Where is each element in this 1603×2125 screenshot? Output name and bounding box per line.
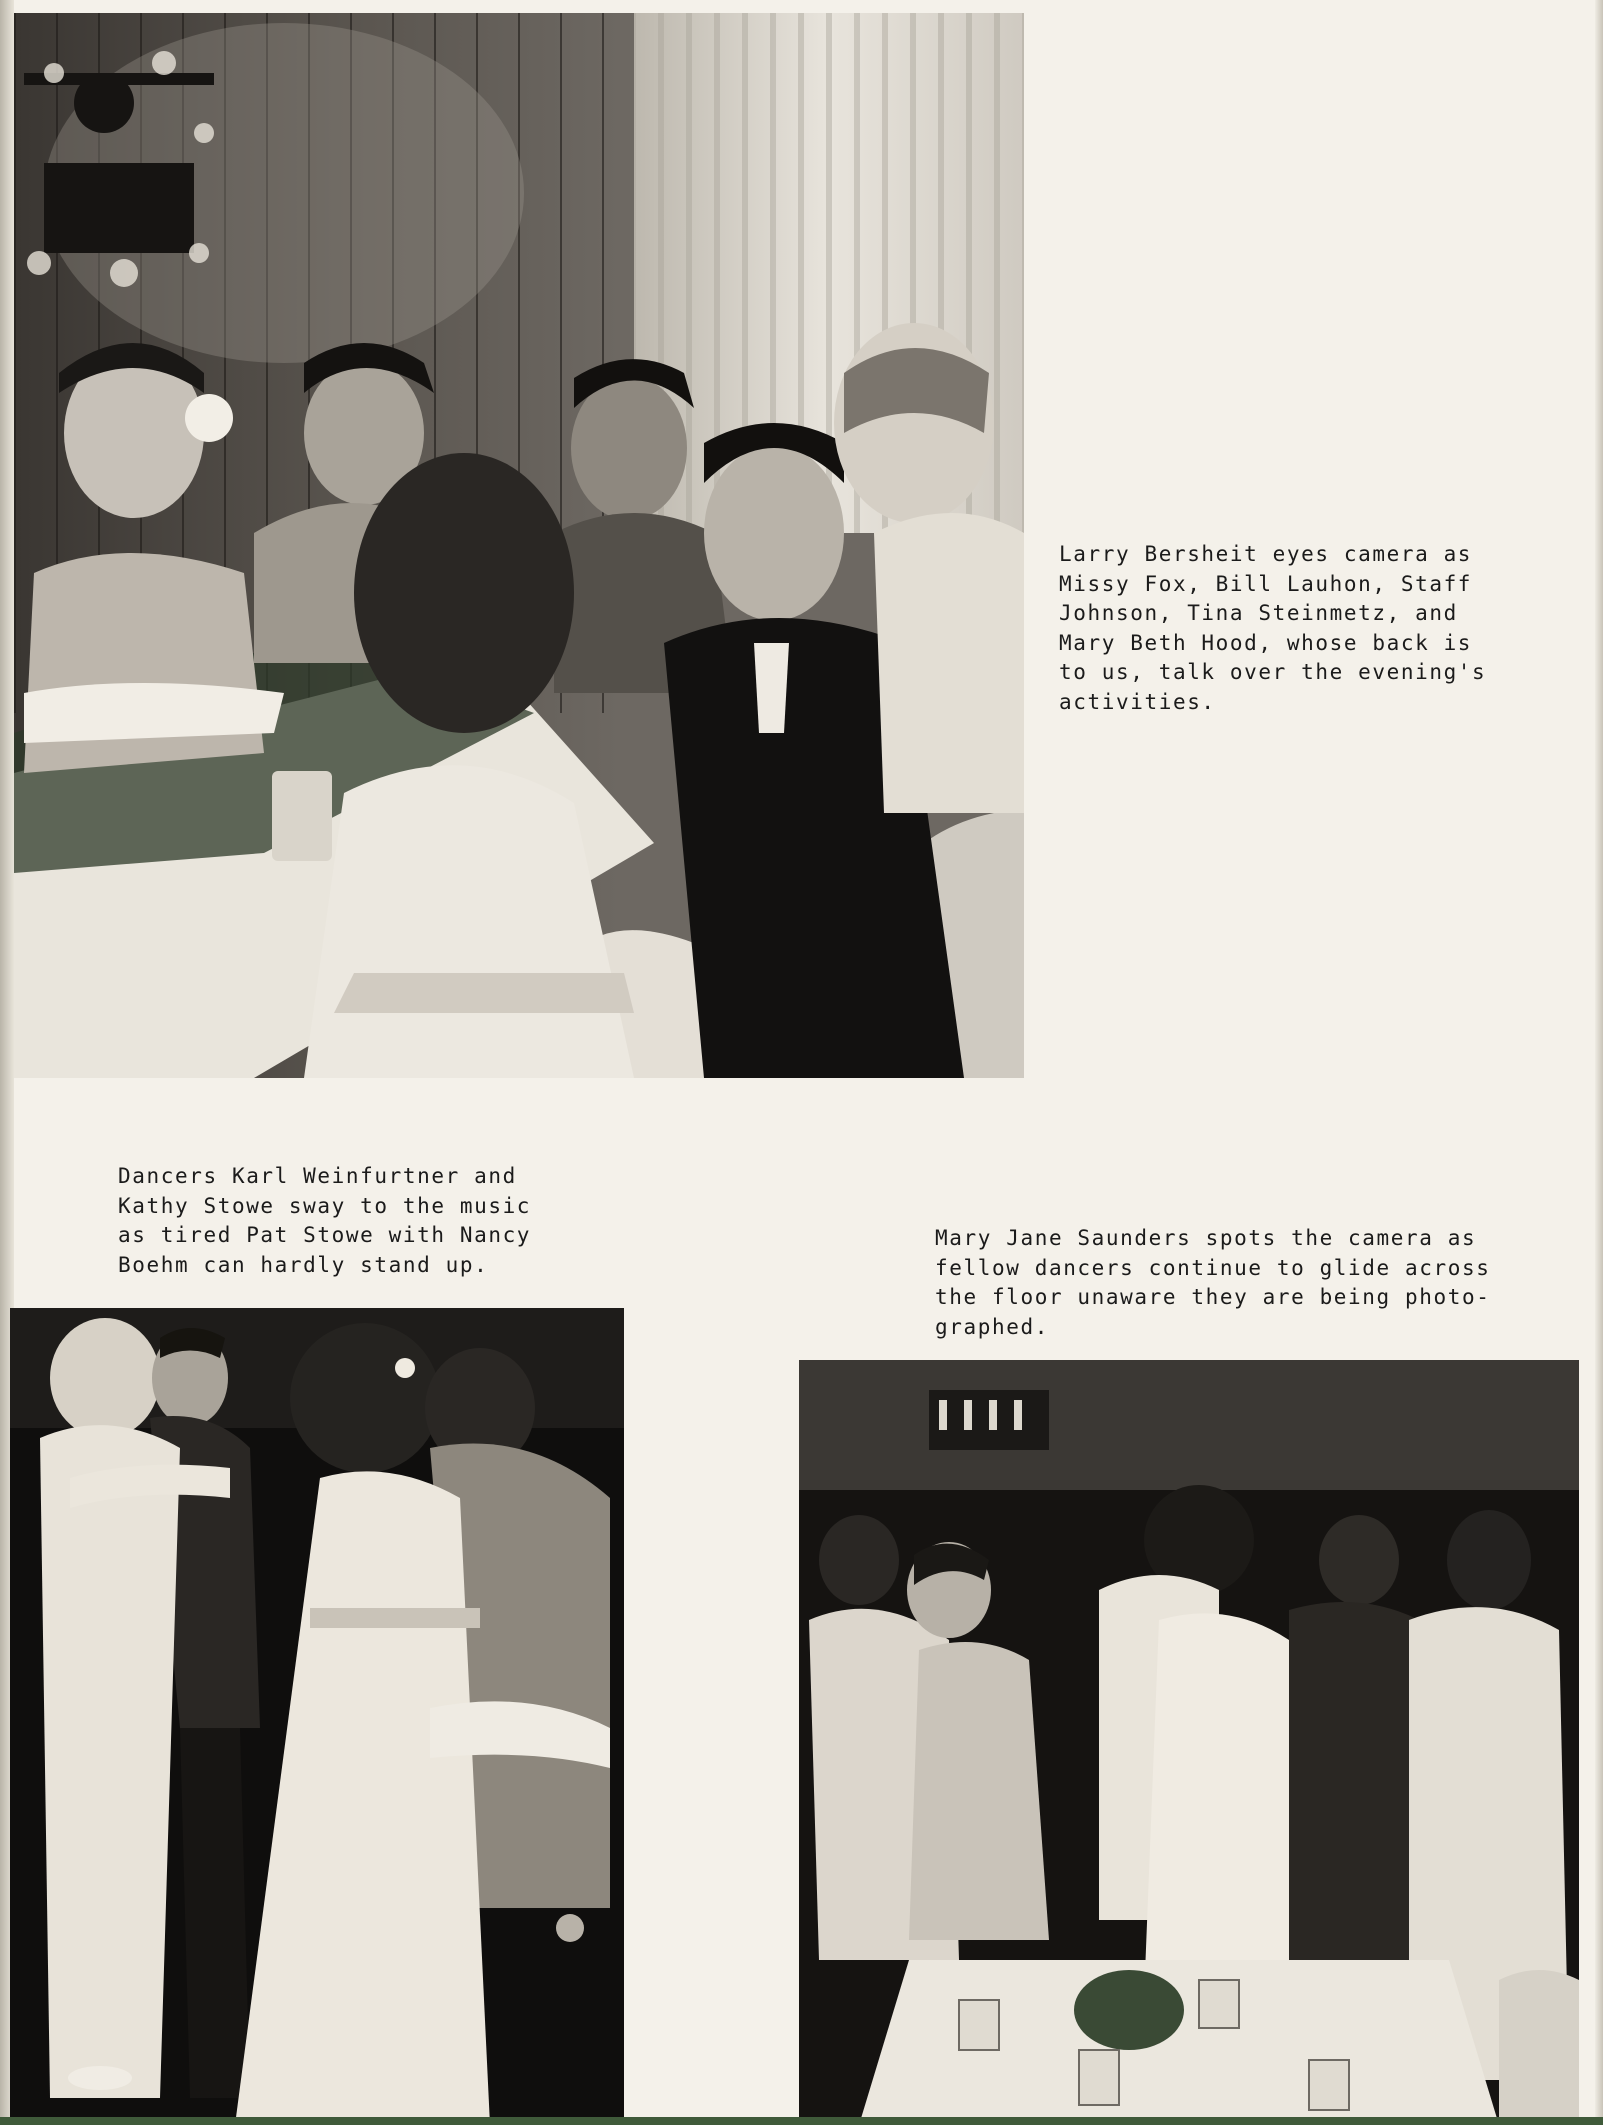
bottom-right-photo-caption: Mary Jane Saunders spots the camera as fellow dancers continue to glide across the floor unaware they are being photo- graphed. [935,1226,1491,1339]
top-photo-caption: Larry Bersheit eyes camera as Missy Fox, Bill Lauhon, Staff Johnson, Tina Steinmetz, and Mary Beth Hood, whose back is to us, talk over the evening's activities. [1059,542,1487,714]
page-right-edge [1595,0,1603,2125]
couples-dancing-photo [10,1308,624,2125]
dance-floor-photo [799,1360,1579,2125]
banquet-table-photo [14,13,1024,1078]
page-bottom-band [0,2117,1603,2125]
bottom-left-photo-caption: Dancers Karl Weinfurtner and Kathy Stowe sway to the music as tired Pat Stowe with Nancy Boehm can hardly stand up. [118,1164,532,1277]
